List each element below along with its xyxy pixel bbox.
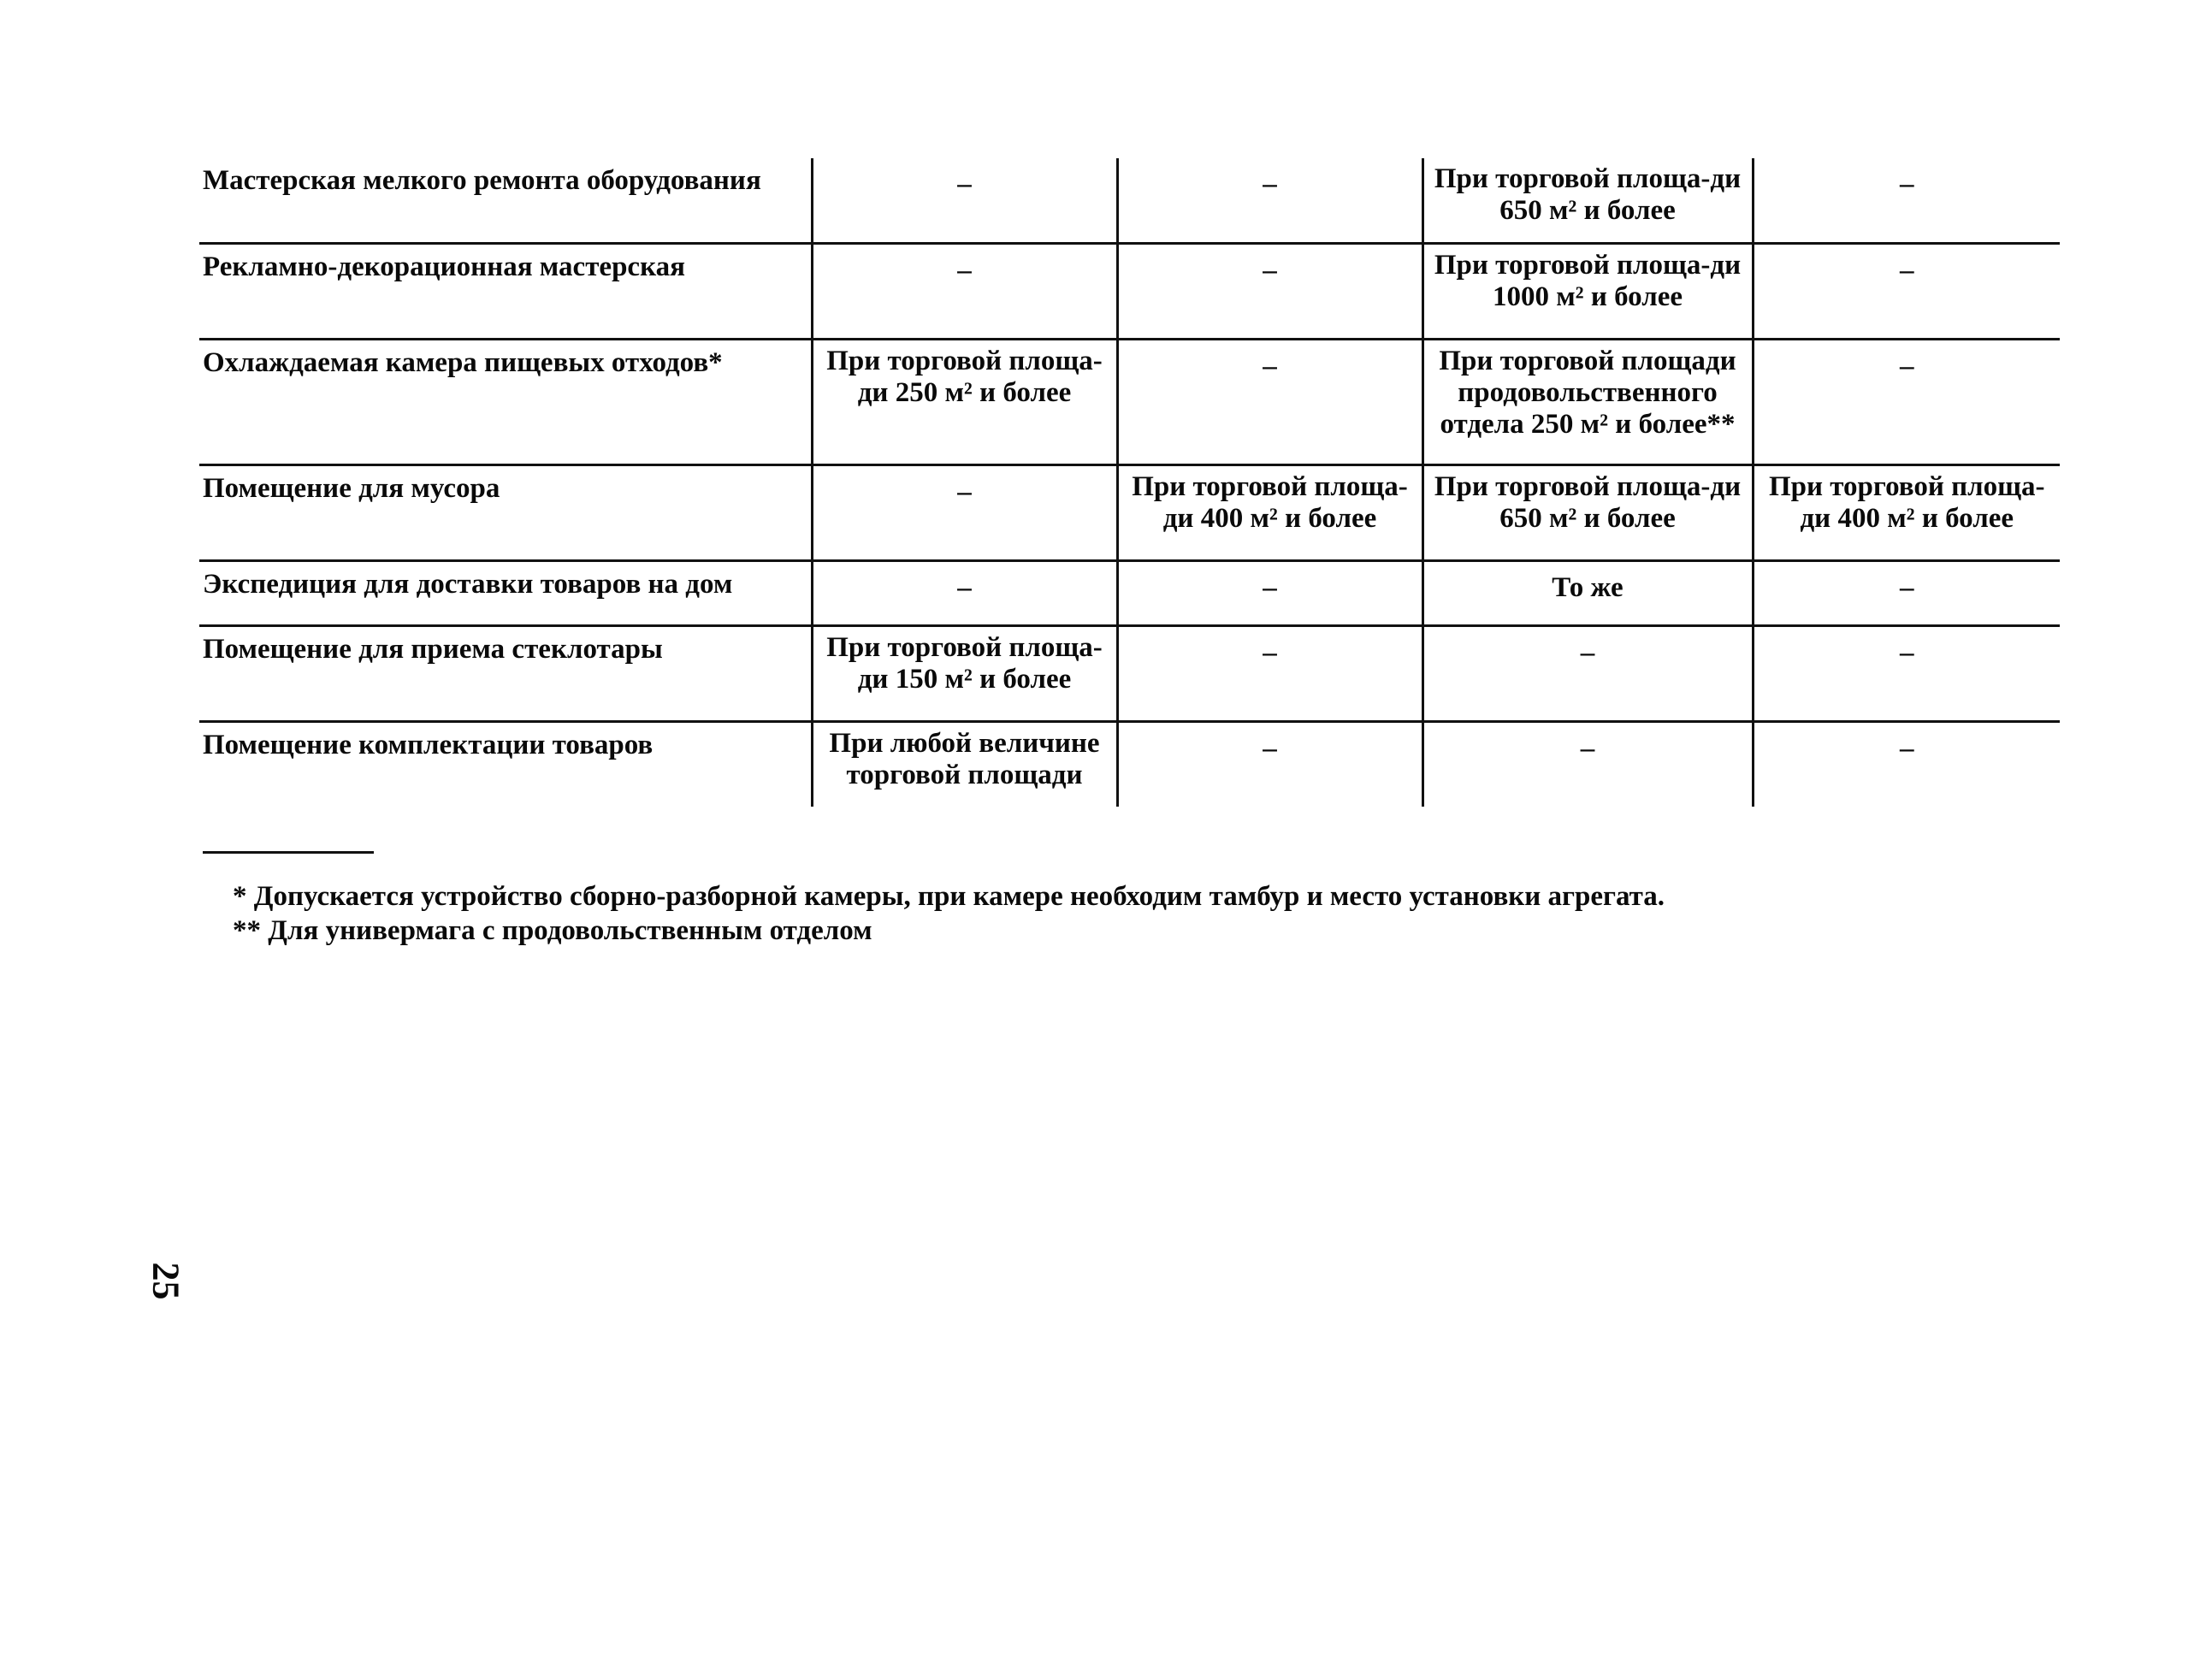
premise-name: Помещение для приема стеклотары <box>199 625 812 721</box>
table-row <box>199 339 2060 464</box>
footnote-divider <box>203 851 374 854</box>
table-row <box>199 721 2060 807</box>
table-cell: То же <box>1422 560 1753 625</box>
table-cell: При торговой площа-ди 650 м² и более <box>1422 464 1753 560</box>
premise-name: Мастерская мелкого ремонта оборудования <box>199 158 812 243</box>
premise-name: Помещение для мусора <box>199 464 812 560</box>
page-number: 25 <box>145 1262 187 1300</box>
table-cell: – <box>1753 625 2060 721</box>
table-cell: При любой величине торговой площади <box>812 721 1117 807</box>
table-row <box>199 625 2060 721</box>
table-cell: При торговой площа-ди 250 м² и более <box>812 339 1117 464</box>
table-cell: При торговой площа-ди 400 м² и более <box>1117 464 1422 560</box>
table-cell: – <box>812 464 1117 560</box>
table-row <box>199 464 2060 560</box>
table-cell: При торговой площа-ди 650 м² и более <box>1422 158 1753 243</box>
table-cell: При торговой площа-ди 150 м² и более <box>812 625 1117 721</box>
premise-name: Рекламно-декорационная мастерская <box>199 243 812 339</box>
table-cell: – <box>1117 158 1422 243</box>
premise-name: Охлаждаемая камера пищевых отходов* <box>199 339 812 464</box>
table-cell: – <box>1117 339 1422 464</box>
table-cell: – <box>812 158 1117 243</box>
table-cell: – <box>1422 721 1753 807</box>
table-cell: При торговой площади продовольственного отдела 250 м² и более** <box>1422 339 1753 464</box>
table-row <box>199 158 2060 243</box>
premises-table <box>199 158 2060 807</box>
table-cell: При торговой площа-ди 400 м² и более <box>1753 464 2060 560</box>
table-cell: – <box>1753 721 2060 807</box>
table-cell: – <box>1753 560 2060 625</box>
footnotes <box>233 879 1665 948</box>
table-row <box>199 560 2060 625</box>
table-cell: – <box>1117 560 1422 625</box>
table-cell: – <box>812 243 1117 339</box>
table-cell: – <box>1117 625 1422 721</box>
footnote: ** Для универмага с продовольственным отделом <box>233 915 872 946</box>
table-cell: При торговой площа-ди 1000 м² и более <box>1422 243 1753 339</box>
table-cell: – <box>1753 243 2060 339</box>
table-cell: – <box>1753 339 2060 464</box>
table-cell: – <box>1117 721 1422 807</box>
table-cell: – <box>1422 625 1753 721</box>
table-cell: – <box>1117 243 1422 339</box>
table-cell: – <box>812 560 1117 625</box>
table-cell: – <box>1753 158 2060 243</box>
footnote: * Допускается устройство сборно-разборной камеры, при камере необходим тамбур и место установки агрегата. <box>233 881 1665 912</box>
table-row <box>199 243 2060 339</box>
premise-name: Экспедиция для доставки товаров на дом <box>199 560 812 625</box>
premise-name: Помещение комплектации товаров <box>203 729 654 760</box>
